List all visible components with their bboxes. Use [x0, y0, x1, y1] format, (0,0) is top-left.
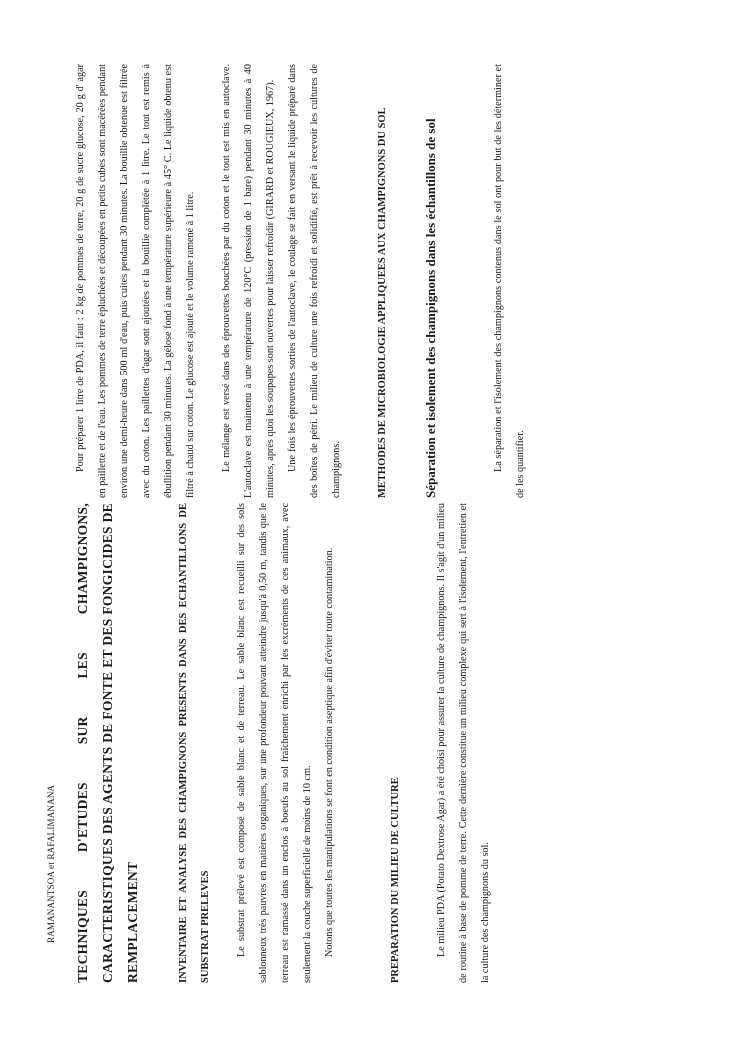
paragraph-autoclave: Le mélange est versé dans des éprouvettes bouchées par du coton et le tout est mis en autoclave. L'autoclave est maintenu à une température de 120°C (pression de 1 bare) pendant 30 minutes à 40 minutes, après quoi les soupapes sont ouvertes pour laisser refroidir (GIRARD et ROUGIEUX, 1967). — [221, 64, 276, 498]
right-column — [70, 64, 532, 498]
running-header: RAMANANTSOA et RAFALIMANANA — [46, 784, 56, 943]
paragraph-coulage: Une fois les éprouvettes sorties de l'autoclave, le coulage se fait en versant le liquide préparé dans des boîtes de pétri. Le milieu de culture une fois refroidi et solidifié, est prêt à recevoir les cultures de champignons. — [287, 64, 342, 498]
section-heading-milieu: PREPARATION DU MILIEU DE CULTURE — [390, 777, 401, 983]
section-heading-methodes: METHODES DE MICROBIOLOGIE APPLIQUEES AUX CHAMPIGNONS DU SOL — [377, 107, 388, 498]
paragraph-preparation: Pour préparer 1 litre de PDA, il faut : 2 kg de pommes de terre, 20 g de sucre glucose, 20 g d' agar en paillette et de l'eau. Les pommes de terre épluchées et découpées en petits cubes sont macérées pendant environ une demi-heure dans 500 ml d'eau, puis cuites pendant 30 minutes. La bouillie obtenue est filtrée avec du coton. Les paillettes d'agar sont ajoutées et la bouillie complétée à 1 litre. Le tout est remis à ébullition pendant 30 minutes. La gélose fond à une température supérieure à 45° C. Le liquide obtenu est filtré à chaud sur coton. Le glucose est ajouté et le volume ramené à 1 litre. — [75, 64, 196, 498]
left-column — [70, 503, 497, 983]
subsection-heading-separation: Séparation et isolement des champignons dans les échantillons de sol — [423, 118, 438, 498]
paragraph-pda: Le milieu PDA (Potato Dextrose Agar) a été choisi pour assurer la culture de champignons. Il s'agit d'un milieu de routine à base de pomme de terre. Cette dernière constitue un milieu complexe qui sert à l'isolement, l'entretien et la culture des champignons du sol. — [436, 503, 491, 983]
paragraph-substrat: Le substrat prélevé est composé de sable blanc et de terreau. Le sable blanc est recueilli sur des sols sablonneux très pauvres en matières organiques, sur une profondeur pouvant atteindre jusqu'à 0,50 m, tandis que le terreau est ramassé dans un enclos à boeufs au sol fraîchement enrichi par les excréments de ces animaux, avec seulement la couche superficielle de moins de 10 cm. — [236, 503, 313, 983]
section-heading-inventaire: INVENTAIRE ET ANALYSE DES CHAMPIGNONS PRESENTS DANS DES ECHANTILLONS DE SUBSTRAT PRELEVES — [178, 503, 211, 983]
paragraph-separation: La séparation et l'isolement des champignons contenus dans le sol ont pour but de les déterminer et de les quantifier. — [493, 64, 526, 498]
article-title: TECHNIQUES D'ETUDES SUR LES CHAMPIGNONS, CARACTERISTIQUES DES AGENTS DE FONTE ET DES FONGICIDES DE REMPLACEMENT — [75, 503, 140, 983]
paragraph-aseptique: Notons que toutes les manipulations se font en condition aseptique afin d'éviter toute contamination. — [324, 547, 335, 957]
